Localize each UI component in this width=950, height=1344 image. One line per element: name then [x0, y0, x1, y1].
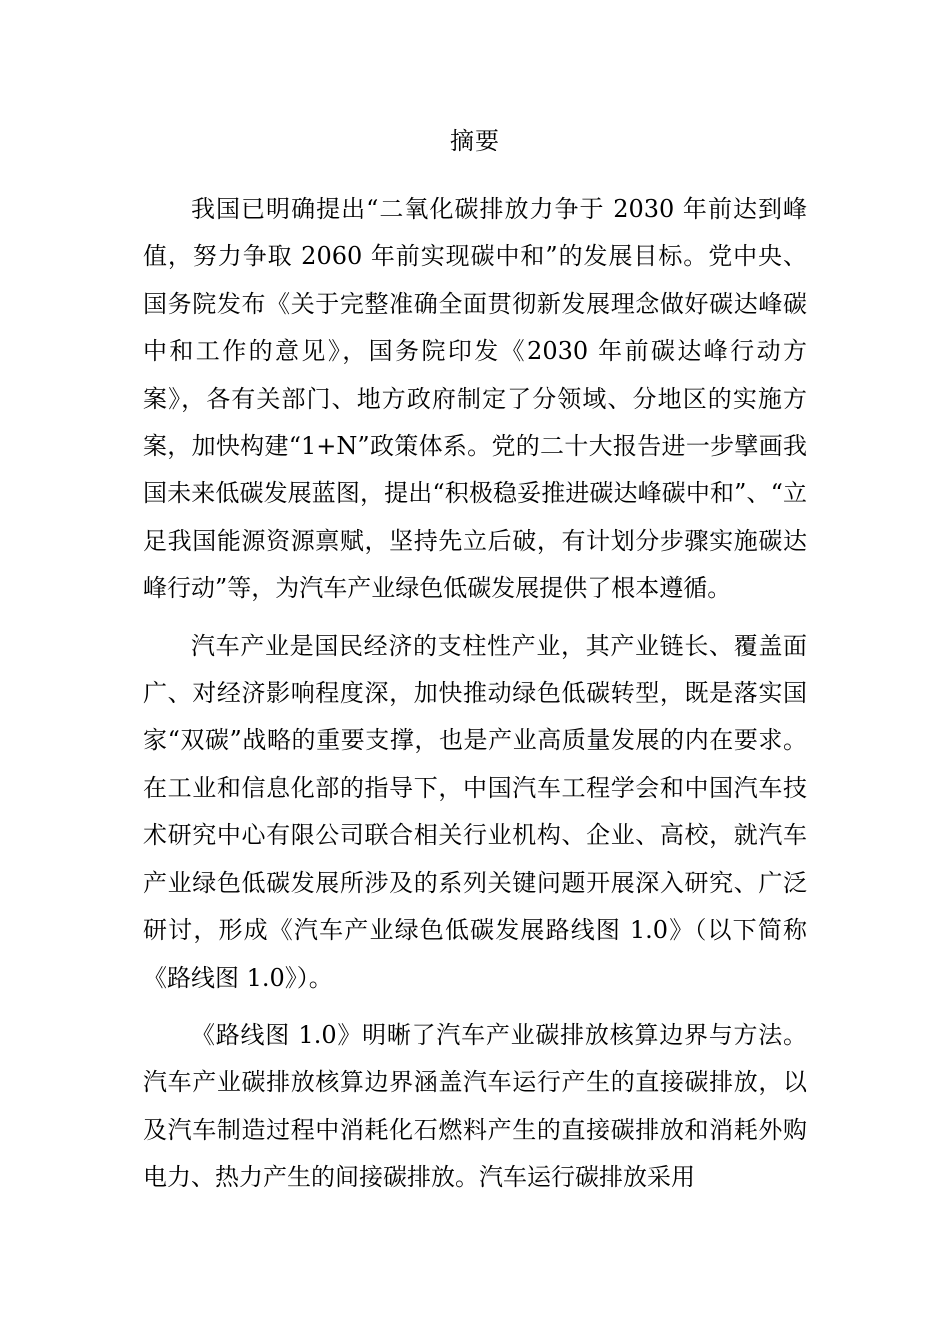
paragraph-3: 《路线图 1.0》明晰了汽车产业碳排放核算边界与方法。汽车产业碳排放核算边界涵盖汽车运行产生的直接碳排放，以及汽车制造过程中消耗化石燃料产生的直接碳排放和消耗外购电力、热力产生的间接碳排放。汽车运行碳排放采用: [143, 1020, 807, 1192]
document-body: [143, 186, 807, 1202]
paragraph-1: 我国已明确提出“二氧化碳排放力争于 2030 年前达到峰值，努力争取 2060 年前实现碳中和”的发展目标。党中央、国务院发布《关于完整准确全面贯彻新发展理念做好碳达峰碳中和工作的意见》，国务院印发《2030 年前碳达峰行动方案》，各有关部门、地方政府制定了分领域、分地区的实施方案，加快构建“1+N”政策体系。党的二十大报告进一步擘画我国未来低碳发展蓝图，提出“积极稳妥推进碳达峰碳中和”、“立足我国能源资源禀赋，坚持先立后破，有计划分步骤实施碳达峰行动”等，为汽车产业绿色低碳发展提供了根本遵循。: [143, 195, 807, 603]
page-title: 摘要: [450, 127, 500, 155]
paragraph-2: 汽车产业是国民经济的支柱性产业，其产业链长、覆盖面广、对经济影响程度深，加快推动绿色低碳转型，既是落实国家“双碳”战略的重要支撑，也是产业高质量发展的内在要求。在工业和信息化部的指导下，中国汽车工程学会和中国汽车技术研究中心有限公司联合相关行业机构、企业、高校，就汽车产业绿色低碳发展所涉及的系列关键问题开展深入研究、广泛研讨，形成《汽车产业绿色低碳发展路线图 1.0》（以下简称《路线图 1.0》）。: [143, 631, 807, 992]
